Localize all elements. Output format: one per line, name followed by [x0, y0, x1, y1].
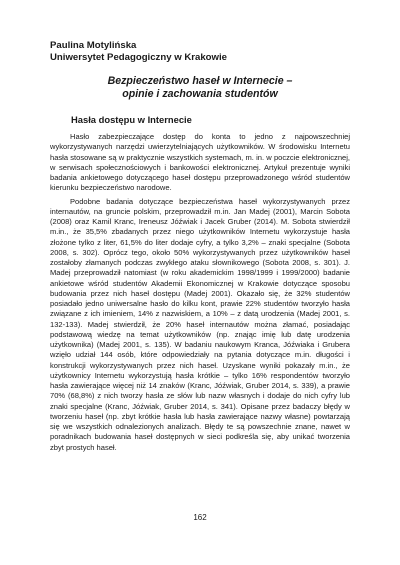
- page-number: 162: [193, 513, 207, 522]
- author-affiliation: Uniwersytet Pedagogiczny w Krakowie: [50, 51, 228, 63]
- body-paragraph: Hasło zabezpieczające dostęp do konta to jedno z najpowszechniej wykorzystywanych narzędzi uwierzytelniających użytkowników. W środowisku Internetu hasła stosowane są w praktycznie wszystkich systemach, m. in. w poczcie elektronicznej, w serwisach społecznościowych i bankowości elektronicznej. Artykuł prezentuje wyniki badania ankietowego dotyczącego haseł dostępu przeprowadzonego wśród studentów kierunku bezpieczeństwo narodowe.: [50, 132, 350, 193]
- article-title-line-2: opinie i zachowania studentów: [122, 88, 278, 100]
- body-paragraph: Podobne badania dotyczące bezpieczeństwa haseł wykorzystywanych przez internautów, na gruncie polskim, przeprowadził m.in. Jan Madej (2001), Marcin Sobota (2008) oraz Kamil Kranc, Ireneusz Jóźwiak i Jacek Gruber (2014). M. Sobota stwierdził m.in., że 35,5% zbadanych przez niego użytkowników Internetu wykorzystuje hasła złożone tylko z liter, 61,5% do liter dodaje cyfry, a tylko 3,2% – znaki specjalne (Sobota 2008, s. 302). Oprócz tego, około 50% wykorzystywanych przez użytkowników haseł zostałoby złamanych podczas zwykłego ataku słownikowego (Sobota 2008, s. 301). J. Madej przeprowadził natomiast (w roku akademickim 1998/1999 i 1999/2000) badanie ankietowe wśród studentów Akademii Ekonomicznej w Krakowie dotyczące sposobu budowania przez nich haseł dostępu (Madej 2001). Okazało się, że 32% studentów posiadało jedno uniwersalne hasło do kilku kont, prawie 22% studentów tworzyło hasła związane z ich imieniem, 14% z nazwiskiem, a 10% – z datą urodzenia (Madej 2001, s. 132-133). Madej stwierdził, że 20% haseł internautów można złamać, posiadając podstawową wiedzę na temat użytkowników (np. znając imię lub datę urodzenia użytkownika) (Madej 2001, s. 135). W badaniu naukowym Kranca, Jóźwiaka i Grubera wzięło udział 144 osób, które odpowiedziały na pytania dotyczące m.in. długości i konstrukcji wykorzystywanych przez nich haseł. Uzyskane wyniki pokazały m.in., że użytkownicy Internetu wykorzystują hasła krótkie – tylko 16% respondentów tworzyło hasła zawierające więcej niż 14 znaków (Kranc, Jóźwiak, Gruber 2014, s. 339), a prawie 70% (68,8%) z nich tworzy hasła ze słów lub nazw własnych i dodaje do nich cyfry lub znaki specjalne (Kranc, Jóźwiak, Gruber 2014, s. 341). Opisane przez badaczy błędy w tworzeniu haseł (np. zbyt krótkie hasła lub hasła zawierające nazwy własne) powtarzają się we wszystkich odnalezionych analizach. Błędy te są powszechnie znane, nawet w poradnikach budowania haseł dostępnych w sieci podkreśla się, aby unikać tworzenia zbyt prostych haseł.: [50, 196, 350, 452]
- author-name: Paulina Motylińska: [50, 40, 137, 51]
- article-title-line-1: Bezpieczeństwo haseł w Internecie –: [107, 75, 293, 87]
- article-title: [50, 75, 350, 101]
- section-heading: Hasła dostępu w Internecie: [71, 114, 192, 125]
